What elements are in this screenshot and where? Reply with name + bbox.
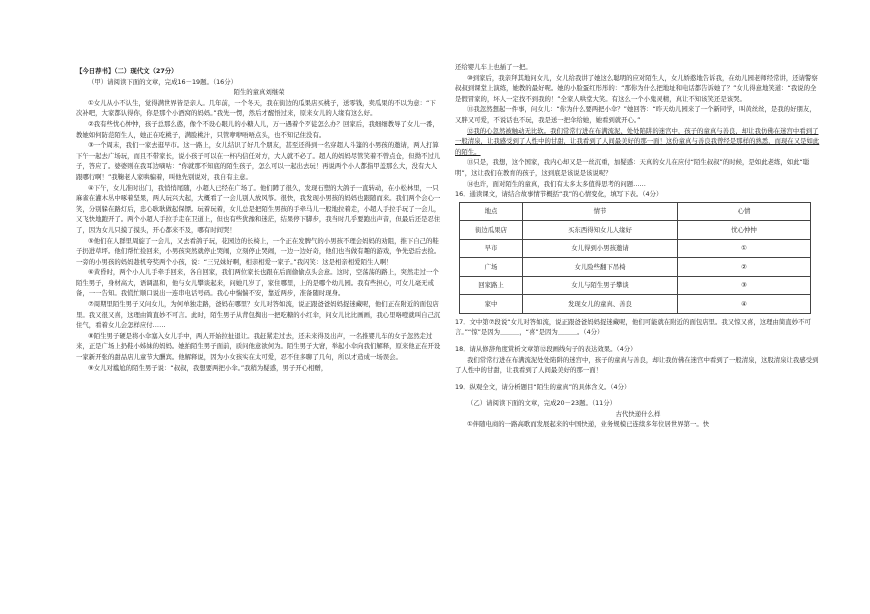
table-header-row (460, 202, 811, 221)
part-b-title: 古代快递什么样 (615, 409, 661, 418)
table-cell: 发现女儿的童真、善良 (523, 295, 678, 314)
table-cell: 街边瓜果店 (460, 221, 523, 240)
part-a-intro: （甲）请阅读下面的文章，完成16－19题。（16分） (88, 77, 238, 86)
question-16: 16．通读课文，请结合故事情节概括“我”的心情变化，填写下表。（4分） (455, 190, 663, 199)
table-cell: 女儿与陌生男子攀谈 (523, 276, 678, 295)
answer-blank[interactable]: ③ (678, 276, 811, 295)
paragraph: ⑭也许，面对陌生的童真，我们有太多太多值得思考的问题…… (467, 179, 646, 188)
table-cell: 早市 (460, 239, 523, 258)
table-cell: 女儿险些翻下吊椅 (523, 258, 678, 277)
table-row (460, 276, 811, 295)
table-header-cell: 心情 (678, 202, 811, 221)
paragraph: ⑧陌生男子硬是将小伞塞入女儿手中，两人开始拉扯退让。我赶紧走过去，还未来得及出声，一名推婴儿车的女子忽然走过来，正是广场上扔鞋小姊妹的妈妈。她拍陌生男子面前，质问他意欲何为。陌生男子大窘，举起小伞向我们解释，原来他正在开设一家新开张的甜品店儿童节大酬宾。他解释说，因为小女孩实在太可爱，忍不住多聊了几句，所以才造成一场误会。 (76, 331, 441, 362)
paragraph: ③一个周末，我们一家去逛早市。这一路上，女儿结识了好几个朋友，甚至还得到一名穿超人斗篷的小男孩的邀请，两人打算下午一起去广场玩，而且不带家长，说小孩子可以在一杯内信任对方，大人就不必了。超人的妈妈尽管笑着不曾点仓，但拗不过儿子，答应了。婆婆则在我耳边嘀咕：“你就那不知底的陌生孩子，怎么可以一起出去玩！再说两个小人都指甲盖那么大，没有大人跟哪行啊！”我鞠老人家哄骗着，叫他先别说对，我自有主意。 (76, 141, 441, 181)
paragraph: ⑤他们在人群里周旋了一会儿，又去看鸽子玩，花园边的长椅上，一个正在发脾气的小男孩不理会妈妈的劝阻，推下自己的鞋子扔进草坪。他们帮忙捡回来，小男孩突然就停止哭闹，立刻停止哭闹，一边一边好奇，他们也当做有趣的游戏，争先恐后去捡。一旁的小男孩的妈妈趁机夸奖两个小孩，说：“三兄妹好啊，相亲相爱一家子。”我闪笑：这是相亲相爱陌生人啊！ (76, 236, 441, 266)
table-cell: 女儿得到小男孩邀请 (523, 239, 678, 258)
answer-blank[interactable]: ④ (678, 295, 811, 314)
table-cell: 家中 (460, 295, 523, 314)
underlined-paragraph: ⑫我的心忽然被触动无比软。我们常常行进在布满流泥、处处陷阱的迷宫中，孩子的童真与善良，却让我仿佛在迷宫中看到了一般清泉，让我感受到了人性中的甘甜，让我看到了人间最美好的那一面！这份童真与善良我曾经是那样的熟悉，而现在又是如此的陌生。 (455, 126, 820, 156)
table-cell: 买东西得知女儿人缘好 (523, 221, 678, 240)
paragraph: ⑪我忽然想起一件事，问女儿：“你为什么要两把小伞？”她回答：“昨天幼儿园来了一个新同学，叫黄丝丝，是我的好朋友，又胖又可爱，不说话也不玩，我是送一把伞给她，她看到就开心。” (455, 105, 816, 124)
question-18-quote: 我们常常行进在布满流泥处处陷阱的迷宫中，孩子的童真与善良，却让我仿佛在迷宫中看到了一般清泉，这股清泉让我感受到了人性中的甘甜，让我看到了人间最美好的那一面！ (455, 355, 819, 375)
table-row (460, 221, 811, 240)
paragraph: ⑬只是，我想，这个国家，我内心却又是一丝沉重，加疑惑：天真的女儿在应付“陌生叔叔”的时候，是如此老练，如此“聪明”，这让我们在教育的孩子，这到底是该说是该说呢？ (455, 158, 810, 177)
table-row (460, 239, 811, 258)
right-column (455, 62, 821, 430)
mood-table (459, 202, 811, 314)
table-header-cell: 地点 (460, 202, 523, 221)
section-heading: 【今日荐书】（二）现代文（27分） (76, 67, 178, 75)
paragraph: ⑨女儿对尴尬的陌生男子说：“叔叔，我想要两把小伞。”我稍为疑惑，男子开心相赠， (88, 363, 328, 372)
article-title: 陌生的童真刘继荣 (233, 88, 285, 97)
paragraph: ④下午，女儿准时出门，我悄悄尾随，小超人已经在广场了。他们蹲了很久，发现石塑的大鸽子一直转动，在小松林里，一只麻雀在灌木丛中啄着坚果，两人玩兴大起，大概看了一会儿别人放风筝。很快，我发现小男孩的妈妈也跟随而来。我们两个会心一笑，分别躲在路灯后，忠心耿耿做起保镖。玩着玩着，女儿总是把陌生男孩的手牵马儿一般地拉着走，小超人手拉手玩了一会儿，又飞快地跑开了。两个小超人手拉手走在卫道上，但也有些犹豫和迷茫，结果停下脚步，我当时几乎要跑出声音，但最后还是忍住了，因为女儿只摸了摸头，开心都来不及，哪有时间哭！ (76, 183, 441, 234)
paragraph: ①女儿从小不认生，觉得满世界皆是亲人。几年前，一个冬天，我在街边的瓜果店买桃子，送零钱，卖瓜果的不以为意：“下次补吧，大家都认得你，你是那个小酒窝的妈妈。”我先一愣，然后才醒悟过来，原来女儿的人缘有这么好。 (76, 98, 436, 118)
table-row (460, 258, 811, 277)
paragraph: ①伴随电商的一路高歌而发展起来的中国快递，业务规模已连续多年位居世界第一。快 (467, 420, 710, 429)
question-17: 17．文中第⑦段说“女儿对答如流，说正跟爸爸妈妈捉迷藏呢，他们可能就在附近的面包店里。我又惊又喜，这理由简直妙不可言。”“惊”是因为＿＿＿，“喜”是因为＿＿＿。（4分） (455, 317, 811, 337)
paragraph: ⑥黄昏时，两个小人儿手牵手回来，各自回家，我们两位家长也跟在后面偷偷点头会意。这时，空荡荡的路上，突然走过一个陌生男子，身材高大，语调温和，他与女儿攀谈起来，问她几岁了，家住哪里，上的是哪个幼儿园。我有些担心，可女儿毫无戒备，一一告知。我慌忙顺口说出一连串电话号码。我心中惴惴不安，靠近两步，准备随时现身。 (76, 268, 439, 298)
table-cell: 回家路上 (460, 276, 523, 295)
paragraph: 还给婴儿车上也插了一把。 (455, 63, 532, 71)
answer-blank[interactable]: ① (678, 239, 811, 258)
paragraph: ⑩到家后，我亲拜其地问女儿，女儿给我讲了她这么聪明的应对陌生人，女儿娇憨地告诉我，在幼儿园老师经常讲，还请警察叔叔到课堂上演练，她教的最好呢。她的小脸蛋红彤彤的：“那你为什么把地址和电话都告诉她了？”女儿得意地笑道：“我说的全是假冒家的，坏人一定找不到我的！”全家人哄堂大笑。有这么一个小鬼灵精，真让不知该笑还是该哭。 (455, 73, 818, 103)
table-header-cell: 情节 (523, 202, 678, 221)
table-row (460, 295, 811, 314)
question-18: 18．请从修辞角度赏析文章第⑫段画线句子的表达效果。（4分） (455, 344, 637, 353)
paragraph: ⑦周期里陌生男子又问女儿，为何单独走路，爸妈在哪里？女儿对答如流，说正跟爸爸妈妈捉迷藏呢，他们正在附近的面包店里。我又很又喜，这理由简直妙不可言。此时，陌生男子从背包掏出一把吃糖的小红伞，问女儿比比画画，我心里咯噔就叫自己沉住气，看着女儿会怎样应付…… (76, 300, 441, 330)
paragraph: ②我有些忧心忡忡，孩子总那么憨，像个不设心眼儿的小糖人儿，万一遇着个歹徒怎么办？回家后，我细细教导了女儿一番，教她如何防范陌生人，她正在吃桃子，满脸桃汁，只管咿咿唔唔点头，也不知记住没有。 (76, 119, 439, 139)
left-column (76, 66, 442, 373)
table-cell: 忧心忡忡 (678, 221, 811, 240)
part-b-intro: （乙）请阅读下面的文章，完成20－23题。（11分） (467, 399, 617, 408)
table-cell: 广场 (460, 258, 523, 277)
answer-blank[interactable]: ② (678, 258, 811, 277)
question-19: 19．纵观全文，请分析题目“陌生的童真”的具体含义。（4分） (455, 382, 631, 391)
